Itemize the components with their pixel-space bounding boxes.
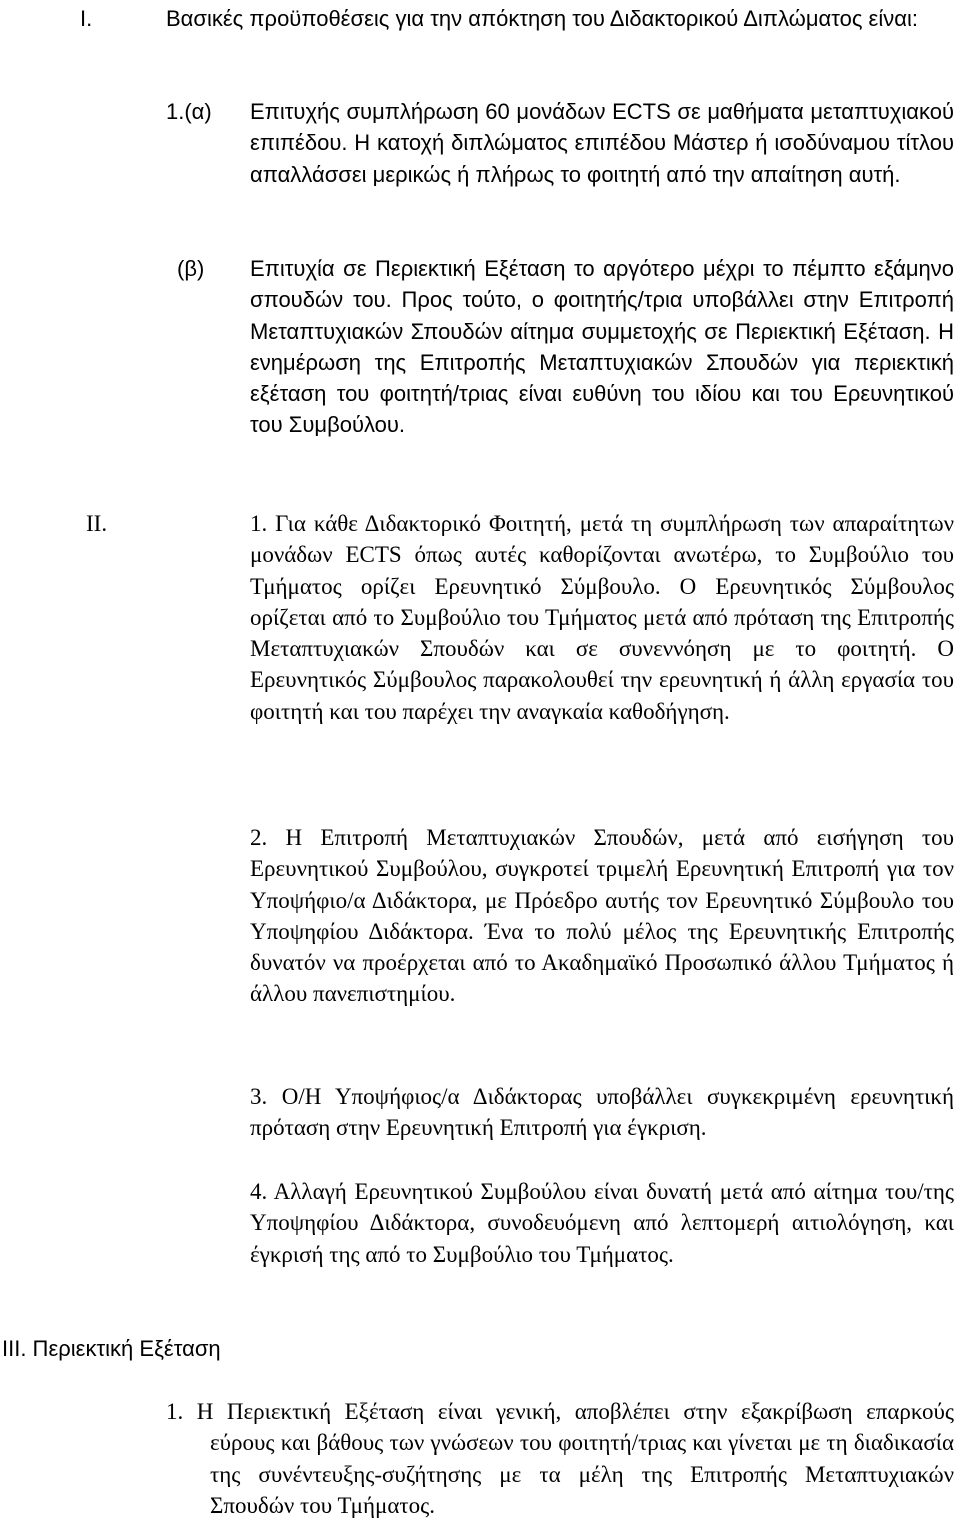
item-b-label: (β) (177, 256, 205, 281)
item-b-text: Επιτυχία σε Περιεκτική Εξέταση το αργότερο μέχρι το πέμπτο εξάμηνο σπουδών του. Προς τούτο, ο φοιτητής/τρια υποβάλλει στην Επιτροπή Μεταπτυχιακών Σπουδών αίτημα συμμετοχής σε Περιεκτική Εξέταση. Η ενημέρωση της Επιτροπής Μεταπτυχιακών Σπουδών για περιεκτική εξέταση του φοιτητή/τριας είναι ευθύνη του ιδίου και του Ερευνητικού του Συμβούλου. (250, 256, 954, 438)
item-a-label: 1.(α) (166, 99, 212, 124)
section-III-paragraph-1-text: 1. Η Περιεκτική Εξέταση είναι γενική, αποβλέπει στην εξακρίβωση επαρκούς εύρους και βάθους των γνώσεων του φοιτητή/τριας και γίνεται με τη διαδικασία της συνέντευξης-συζήτησης με τα μέλη της Επιτροπής Μεταπτυχιακών Σπουδών του Τμήματος. (166, 1399, 954, 1518)
section-II-number: II. (86, 511, 108, 536)
section-I-heading: Βασικές προϋποθέσεις για την απόκτηση του Διδακτορικού Διπλώματος είναι: (166, 6, 918, 31)
section-II-paragraph-4: 4. Αλλαγή Ερευνητικού Συμβούλου είναι δυνατή μετά από αίτημα του/της Υποψηφίου Διδάκτορα, συνοδευόμενη από λεπτομερή αιτιολόγηση, και έγκρισή της από το Συμβούλιο του Τμήματος. (250, 1179, 954, 1267)
section-I-number: I. (80, 6, 93, 31)
item-a-text: Επιτυχής συμπλήρωση 60 μονάδων ECTS σε μαθήματα μεταπτυχιακού επιπέδου. Η κατοχή διπλώματος επιπέδου Μάστερ ή ισοδύναμου τίτλου απαλλάσσει μερικώς ή πλήρως το φοιτητή από την απαίτηση αυτή. (250, 99, 954, 187)
section-II-paragraph-2: 2. Η Επιτροπή Μεταπτυχιακών Σπουδών, μετά από εισήγηση του Ερευνητικού Συμβούλου, συγκροτεί τριμελή Ερευνητική Επιτροπή για τον Υποψήφιο/α Διδάκτορα, με Πρόεδρο αυτής τον Ερευνητικό Σύμβουλο του Υποψηφίου Διδάκτορα. Ένα το πολύ μέλος της Ερευνητικής Επιτροπής δυνατόν να προέρχεται από το Ακαδημαϊκό Προσωπικό άλλου Τμήματος ή άλλου πανεπιστημίου. (250, 825, 954, 1007)
section-III-heading: III. Περιεκτική Εξέταση (2, 1336, 221, 1361)
section-II-paragraph-1: 1. Για κάθε Διδακτορικό Φοιτητή, μετά τη συμπλήρωση των απαραίτητων μονάδων ECTS όπως αυτές καθορίζονται ανωτέρω, το Συμβούλιο του Τμήματος ορίζει Ερευνητικό Σύμβουλο. Ο Ερευνητικός Σύμβουλος ορίζεται από το Συμβούλιο του Τμήματος μετά από πρόταση της Επιτροπής Μεταπτυχιακών Σπουδών και σε συνεννόηση με το φοιτητή. Ο Ερευνητικός Σύμβουλος παρακολουθεί την ερευνητική ή άλλη εργασία του φοιτητή και του παρέχει την αναγκαία καθοδήγηση. (250, 511, 954, 724)
section-II-paragraph-3: 3. Ο/Η Υποψήφιος/α Διδάκτορας υποβάλλει συγκεκριμένη ερευνητική πρόταση στην Ερευνητική Επιτροπή για έγκριση. (250, 1084, 954, 1141)
section-III-paragraph-1 (166, 1396, 954, 1521)
